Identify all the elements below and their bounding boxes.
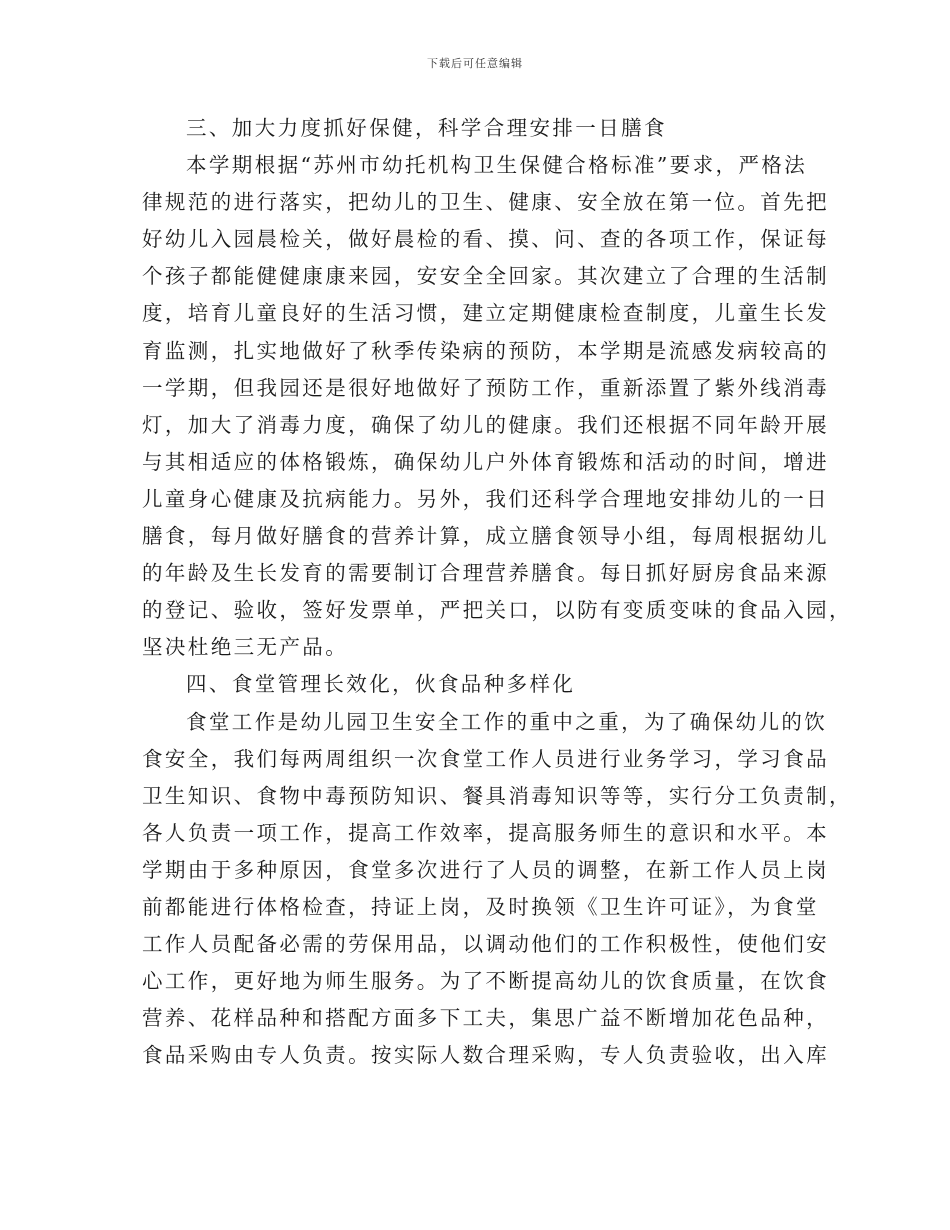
paragraph-first-line: 三、加大力度抓好保健，科学合理安排一日膳食 — [186, 116, 667, 140]
text-line: 与其相适应的体格锻炼，确保幼儿户外体育锻炼和活动的时间，增进 — [142, 449, 829, 474]
text-line: 一学期，但我园还是很好地做好了预防工作，重新添置了紫外线消毒 — [142, 375, 829, 400]
text-line: 度，培育儿童良好的生活习惯，建立定期健康检查制度，儿童生长发 — [142, 301, 829, 326]
text-line: 心工作，更好地为师生服务。为了不断提高幼儿的饮食质量，在饮食 — [142, 969, 829, 994]
text-line: 食安全，我们每两周组织一次食堂工作人员进行业务学习，学习食品 — [142, 746, 829, 771]
text-line: 食品采购由专人负责。按实际人数合理采购，专人负责验收，出入库 — [142, 1043, 829, 1068]
text-line: 各人负责一项工作，提高工作效率，提高服务师生的意识和水平。本 — [142, 820, 829, 845]
paragraph-first-line: 食堂工作是幼儿园卫生安全工作的重中之重，为了确保幼儿的饮 — [186, 709, 828, 734]
text-line: 儿童身心健康及抗病能力。另外，我们还科学合理地安排幼儿的一日 — [142, 486, 829, 511]
text-line: 灯，加大了消毒力度，确保了幼儿的健康。我们还根据不同年龄开展 — [142, 412, 829, 437]
text-line: 卫生知识、食物中毒预防知识、餐具消毒知识等等，实行分工负责制， — [142, 783, 852, 808]
text-line: 好幼儿入园晨检关，做好晨检的看、摸、问、查的各项工作，保证每 — [142, 227, 829, 252]
text-line: 育监测，扎实地做好了秋季传染病的预防，本学期是流感发病较高的 — [142, 338, 829, 363]
text-line: 工作人员配备必需的劳保用品，以调动他们的工作积极性，使他们安 — [142, 932, 829, 957]
text-line: 学期由于多种原因，食堂多次进行了人员的调整，在新工作人员上岗 — [142, 857, 829, 882]
text-line: 的登记、验收，签好发票单，严把关口，以防有变质变味的食品入园， — [142, 598, 852, 623]
paragraph-first-line: 本学期根据“苏州市幼托机构卫生保健合格标准”要求，严格法 — [186, 153, 808, 178]
header-note: 下载后可任意编辑 — [427, 57, 523, 70]
text-line: 坚决杜绝三无产品。 — [142, 635, 349, 660]
text-line: 个孩子都能健健康康来园，安安全全回家。其次建立了合理的生活制 — [142, 264, 829, 289]
text-line: 前都能进行体格检查，持证上岗，及时换领《卫生许可证》，为食堂 — [142, 894, 819, 919]
document-body — [142, 110, 852, 1074]
text-line: 律规范的进行落实，把幼儿的卫生、健康、安全放在第一位。首先把 — [142, 190, 829, 215]
text-line: 的年龄及生长发育的需要制订合理营养膳食。每日抓好厨房食品来源 — [142, 561, 829, 586]
text-line: 营养、花样品种和搭配方面多下工夫，集思广益不断增加花色品种， — [142, 1006, 829, 1031]
text-line: 膳食，每月做好膳食的营养计算，成立膳食领导小组，每周根据幼儿 — [142, 524, 829, 549]
paragraph-first-line: 四、食堂管理长效化，伙食品种多样化 — [186, 672, 576, 697]
